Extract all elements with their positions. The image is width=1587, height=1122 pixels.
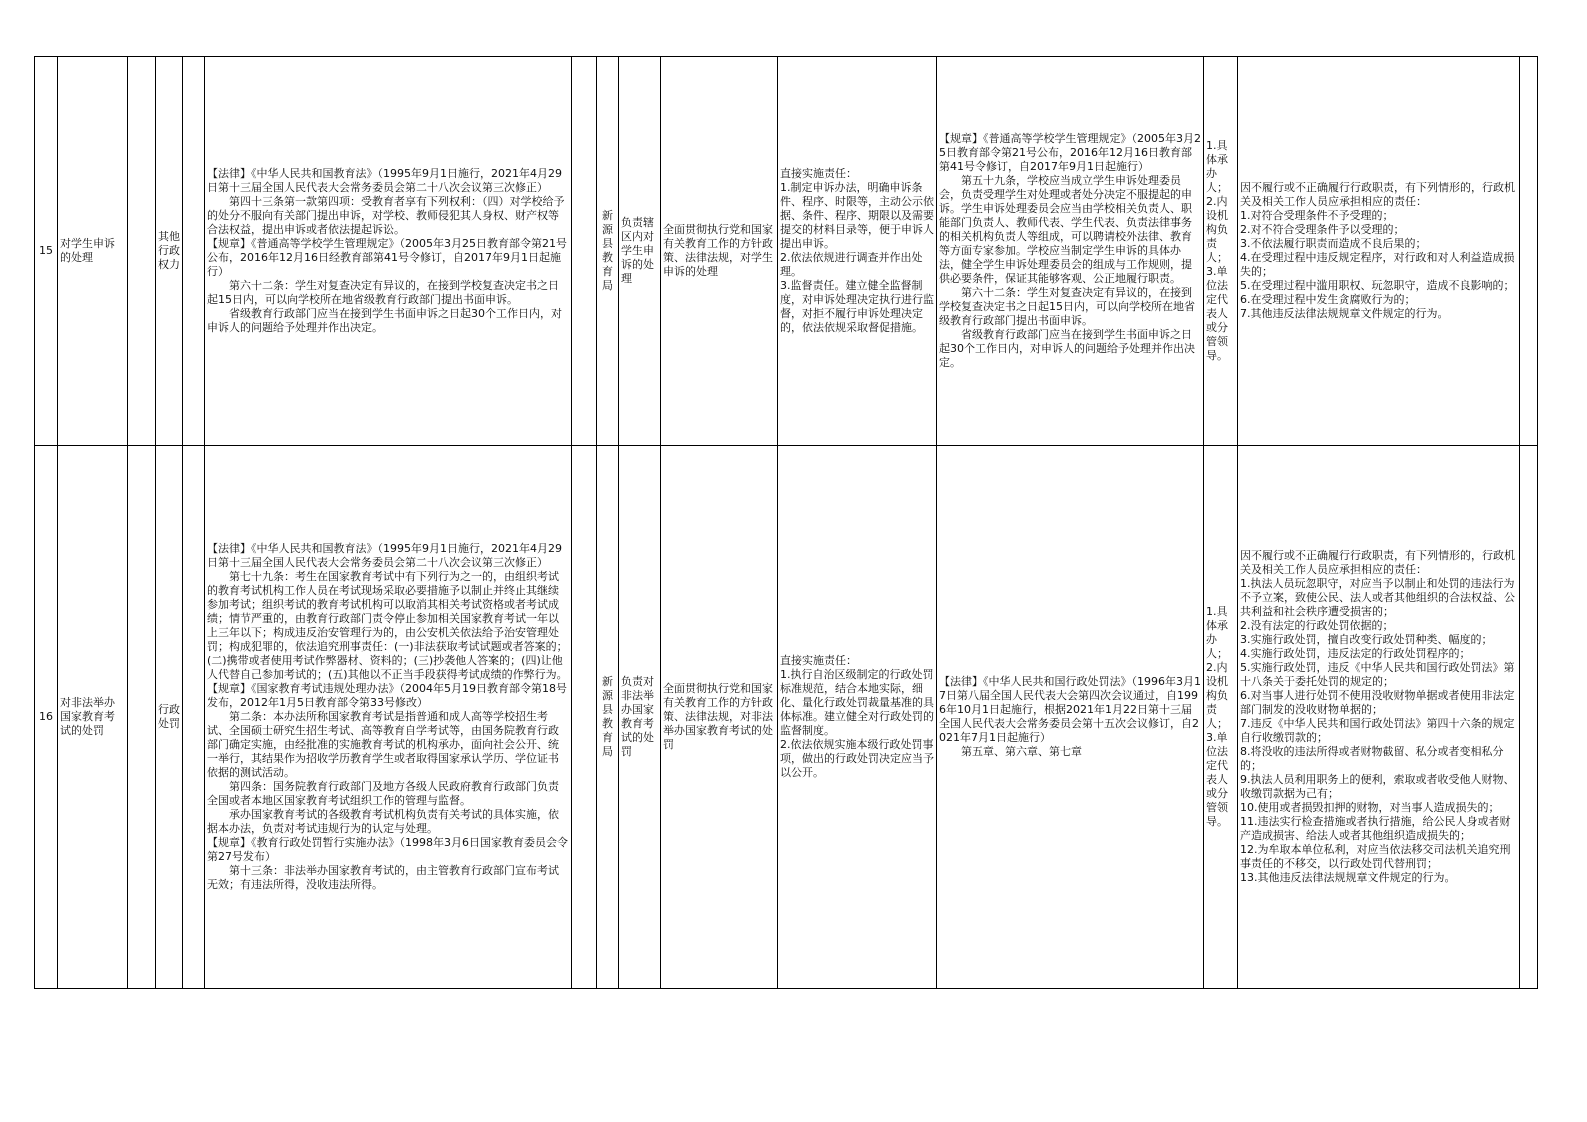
implementation-scope: 负责辖区内对学生申诉的处理 (619, 57, 661, 446)
item-name: 对非法举办国家教育考试的处罚 (58, 446, 128, 989)
empty-cell (183, 57, 205, 446)
responsibility-basis: 【法律】《中华人民共和国行政处罚法》（1996年3月17日第八届全国人民代表大会第四次会议通过，自1996年10月1日起施行，根据2021年1月22日第十三届全国人民代表大会常务委员会第十五次会议修订，自2021年7月1日起施行） 第五章、第六章、第七章 (937, 446, 1204, 989)
legal-basis: 【法律】《中华人民共和国教育法》（1995年9月1日施行，2021年4月29日第十三届全国人民代表大会常务委员会第二十八次会议第三次修正） 第四十三条第一款第四项：受教育者享有下列权利：（四）对学校给予的处分不服向有关部门提出申诉，对学校、教师侵犯其人身权、财产权等合法权益，提出申诉或者依法提起诉讼。 【规章】《普通高等学校学生管理规定》（2005年3月25日教育部令第21号公布，2016年12月16日经教育部第41号令修订，自2017年9月1日起施行） 第六十二条：学生对复查决定有异议的，在接到学校复查决定书之日起15日内，可以向学校所在地省级教育行政部门提出书面申诉。 省级教育行政部门应当在接到学生书面申诉之日起30个工作日内，对申诉人的问题给予处理并作出决定。 (205, 57, 572, 446)
implementation-scope: 负责对非法举办国家教育考试的处罚 (619, 446, 661, 989)
empty-cell (128, 57, 156, 446)
remark-cell (1520, 446, 1538, 989)
empty-cell (572, 57, 597, 446)
row-number: 16 (35, 446, 58, 989)
implementing-agency: 新源县教育局 (597, 446, 619, 989)
table-row (35, 446, 1538, 989)
responsibility-items: 直接实施责任： 1.执行自治区级制定的行政处罚标准规范，结合本地实际，细化、量化行政处罚裁量基准的具体标准。建立健全对行政处罚的监督制度。 2.依法依规实施本级行政处罚事项，做出的行政处罚决定应当予以公开。 (778, 446, 937, 989)
empty-cell (572, 446, 597, 989)
implementing-agency: 新源县教育局 (597, 57, 619, 446)
item-category: 行政处罚 (156, 446, 183, 989)
table-row (35, 57, 1538, 446)
empty-cell (128, 446, 156, 989)
item-name: 对学生申诉的处理 (58, 57, 128, 446)
responsibility-content: 全面贯彻执行党和国家有关教育工作的方针政策、法律法规，对学生申诉的处理 (661, 57, 778, 446)
item-category: 其他行政权力 (156, 57, 183, 446)
accountability-cases: 因不履行或不正确履行行政职责，有下列情形的，行政机关及相关工作人员应承担相应的责任： 1.对符合受理条件不予受理的； 2.对不符合受理条件予以受理的； 3.不依法履行职责而造成不良后果的； 4.在受理过程中违反规定程序，对行政和对人利益造成损失的； 5.在受理过程中滥用职权、玩忽职守，造成不良影响的； 6.在受理过程中发生贪腐败行为的； 7.其他违反法律法规规章文件规定的行为。 (1238, 57, 1520, 446)
responsible-subject: 1.具体承办人； 2.内设机构负责人； 3.单位法定代表人或分管领导。 (1204, 57, 1238, 446)
responsibility-basis: 【规章】《普通高等学校学生管理规定》（2005年3月25日教育部令第21号公布，2016年12月16日教育部第41号令修订，自2017年9月1日起施行） 第五十九条，学校应当成立学生申诉处理委员会，负责受理学生对处理或者处分决定不服提起的申诉。学生申诉处理委员会应当由学校相关负责人、职能部门负责人、教师代表、学生代表、负责法律事务的相关机构负责人等组成，可以聘请校外法律、教育等方面专家参加。学校应当制定学生申诉的具体办法，健全学生申诉处理委员会的组成与工作规则，提供必要条件，保证其能够客观、公正地履行职责。 第六十二条：学生对复查决定有异议的，在接到学校复查决定书之日起15日内，可以向学校所在地省级教育行政部门提出书面申诉。 省级教育行政部门应当在接到学生书面申诉之日起30个工作日内，对申诉人的问题给予处理并作出决定。 (937, 57, 1204, 446)
accountability-cases: 因不履行或不正确履行行政职责，有下列情形的，行政机关及相关工作人员应承担相应的责任： 1.执法人员玩忽职守，对应当予以制止和处罚的违法行为不予立案，致使公民、法人或者其他组织的合法权益、公共利益和社会秩序遭受损害的； 2.没有法定的行政处罚依据的； 3.实施行政处罚，擅自改变行政处罚种类、幅度的； 4.实施行政处罚，违反法定的行政处罚程序的； 5.实施行政处罚，违反《中华人民共和国行政处罚法》第十八条关于委托处罚的规定的； 6.对当事人进行处罚不使用没收财物单据或者使用非法定部门制发的没收财物单据的； 7.违反《中华人民共和国行政处罚法》第四十六条的规定自行收缴罚款的； 8.将没收的违法所得或者财物截留、私分或者变相私分的； 9.执法人员利用职务上的便利，索取或者收受他人财物、收缴罚款据为己有； 10.使用或者损毁扣押的财物，对当事人造成损失的； 11.违法实行检查措施或者执行措施，给公民人身或者财产造成损害、给法人或者其他组织造成损失的； 12.为牟取本单位私利，对应当依法移交司法机关追究刑事责任的不移交，以行政处罚代替刑罚； 13.其他违反法律法规规章文件规定的行为。 (1238, 446, 1520, 989)
row-number: 15 (35, 57, 58, 446)
empty-cell (183, 446, 205, 989)
responsibility-items: 直接实施责任： 1.制定申诉办法，明确申诉条件、程序、时限等，主动公示依据、条件、程序、期限以及需要提交的材料目录等，便于申诉人提出申诉。 2.依法依规进行调查并作出处理。 3.监督责任。建立健全监督制度，对申诉处理决定执行进行监督，对拒不履行申诉处理决定的，依法依规采取督促措施。 (778, 57, 937, 446)
remark-cell (1520, 57, 1538, 446)
responsibility-content: 全面贯彻执行党和国家有关教育工作的方针政策、法律法规，对非法举办国家教育考试的处罚 (661, 446, 778, 989)
responsible-subject: 1.具体承办人； 2.内设机构负责人； 3.单位法定代表人或分管领导。 (1204, 446, 1238, 989)
legal-basis: 【法律】《中华人民共和国教育法》（1995年9月1日施行，2021年4月29日第十三届全国人民代表大会常务委员会第二十八次会议第三次修正） 第七十九条：考生在国家教育考试中有下列行为之一的，由组织考试的教育考试机构工作人员在考试现场采取必要措施予以制止并终止其继续参加考试；组织考试的教育考试机构可以取消其相关考试资格或者考试成绩；情节严重的，由教育行政部门责令停止参加相关国家教育考试一年以上三年以下；构成违反治安管理行为的，由公安机关依法给予治安管理处罚；构成犯罪的，依法追究刑事责任：(一)非法获取考试试题或者答案的；(二)携带或者使用考试作弊器材、资料的；(三)抄袭他人答案的；(四)让他人代替自己参加考试的；(五)其他以不正当手段获得考试成绩的作弊行为。 【规章】《国家教育考试违规处理办法》（2004年5月19日教育部令第18号发布，2012年1月5日教育部令第33号修改） 第二条：本办法所称国家教育考试是指普通和成人高等学校招生考试、全国硕士研究生招生考试、高等教育自学考试等，由国务院教育行政部门确定实施，由经批准的实施教育考试的机构承办，面向社会公开、统一举行，其结果作为招收学历教育学生或者取得国家承认学历、学位证书依据的测试活动。 第四条：国务院教育行政部门及地方各级人民政府教育行政部门负责全国或者本地区国家教育考试组织工作的管理与监督。 承办国家教育考试的各级教育考试机构负责有关考试的具体实施，依据本办法，负责对考试违规行为的认定与处理。 【规章】《教育行政处罚暂行实施办法》（1998年3月6日国家教育委员会令第27号发布） 第十三条：非法举办国家教育考试的，由主管教育行政部门宣布考试无效；有违法所得，没收违法所得。 (205, 446, 572, 989)
power-list-table (34, 56, 1538, 989)
